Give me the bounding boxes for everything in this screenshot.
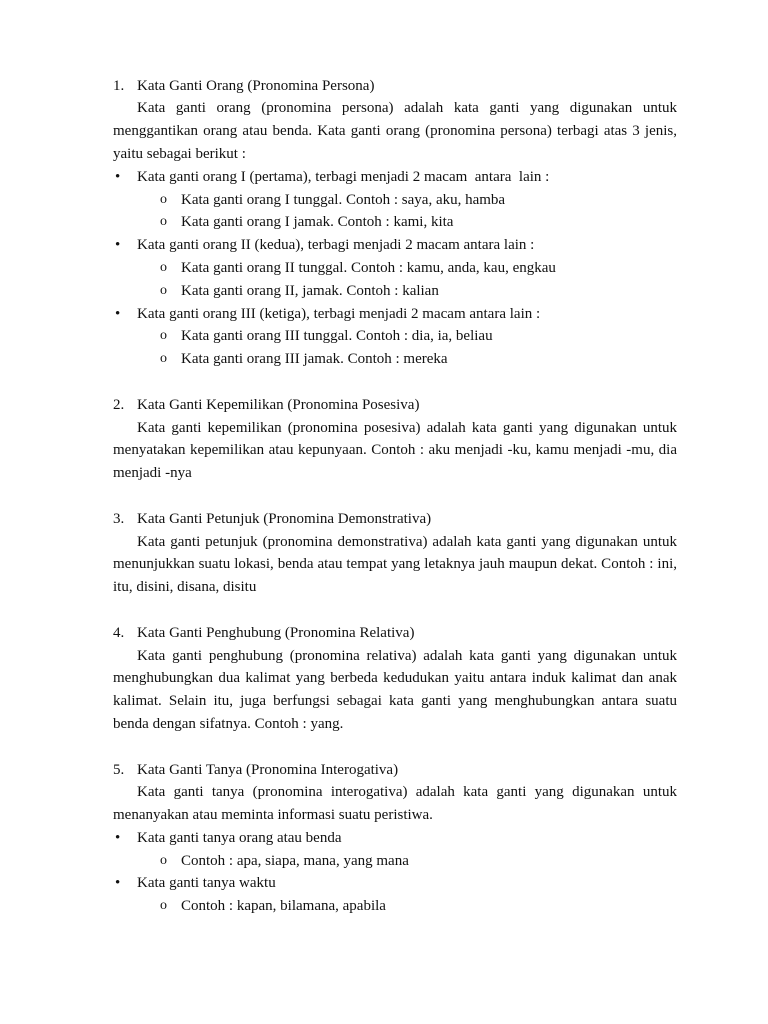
sub-bullet-icon: o <box>160 852 167 868</box>
section-4 <box>113 622 677 736</box>
section-paragraph <box>113 97 677 165</box>
section-spacer <box>113 371 677 394</box>
section-paragraph <box>113 417 677 485</box>
bullet-item-text: Kata ganti tanya orang atau benda <box>137 829 342 846</box>
section-spacer <box>113 736 677 759</box>
section-heading <box>113 394 677 417</box>
bullet-item-text: Kata ganti orang II (kedua), terbagi menjadi 2 macam antara lain : <box>137 237 535 254</box>
paragraph-line: benda dengan sifatnya. Contoh : yang. <box>113 715 344 732</box>
section-title: Kata Ganti Kepemilikan (Pronomina Posesiva) <box>137 396 420 413</box>
section-title: Kata Ganti Tanya (Pronomina Interogativa) <box>137 761 399 778</box>
section-5 <box>113 759 677 919</box>
bullet-item <box>113 303 677 326</box>
sub-bullet-icon: o <box>160 259 167 275</box>
paragraph-line: itu, disini, disana, disitu <box>113 579 257 596</box>
bullet-item <box>113 234 677 257</box>
sub-bullet-item-text: Kata ganti orang III tunggal. Contoh : dia, ia, beliau <box>181 328 493 345</box>
sub-bullet-item <box>113 325 677 348</box>
section-title: Kata Ganti Penghubung (Pronomina Relativa) <box>137 624 415 641</box>
section-paragraph <box>113 645 677 736</box>
paragraph-line: Kata ganti kepemilikan (pronomina posesiva) adalah kata ganti yang digunakan untuk <box>137 419 677 436</box>
bullet-icon: • <box>115 168 121 185</box>
paragraph-line: Kata ganti orang (pronomina persona) adalah kata ganti yang digunakan untuk <box>137 100 677 117</box>
bullet-item-text: Kata ganti orang III (ketiga), terbagi menjadi 2 macam antara lain : <box>137 305 541 322</box>
bullet-item-text: Kata ganti tanya waktu <box>137 875 276 892</box>
section-3 <box>113 508 677 599</box>
paragraph-line: menghubungkan dua kalimat yang berbeda kedudukan yaitu antara induk kalimat dan anak <box>113 670 677 687</box>
paragraph-line: kalimat. Selain itu, juga berfungsi sebagai kata ganti yang menghubungkan antara suatu <box>113 693 677 710</box>
paragraph-line: menjadi -nya <box>113 465 192 482</box>
sub-bullet-item <box>113 257 677 280</box>
paragraph-line: menyatakan kepemilikan atau kepunyaan. Contoh : aku menjadi -ku, kamu menjadi -mu, dia <box>113 442 677 459</box>
section-number: 4. <box>113 624 125 641</box>
sub-bullet-item-text: Contoh : apa, siapa, mana, yang mana <box>181 852 409 869</box>
paragraph-line: yaitu sebagai berikut : <box>113 145 246 162</box>
section-heading <box>113 622 677 645</box>
sub-bullet-icon: o <box>160 282 167 298</box>
sub-bullet-icon: o <box>160 328 167 344</box>
sub-bullet-item <box>113 348 677 371</box>
paragraph-line: menggantikan orang atau benda. Kata ganti orang (pronomina persona) terbagi atas 3 jenis, <box>113 123 677 140</box>
section-heading <box>113 759 677 782</box>
paragraph-line: Kata ganti penghubung (pronomina relativa) adalah kata ganti yang digunakan untuk <box>137 647 677 664</box>
sub-bullet-item <box>113 211 677 234</box>
bullet-item <box>113 166 677 189</box>
sub-bullet-item-text: Kata ganti orang I jamak. Contoh : kami, kita <box>181 214 454 231</box>
sub-bullet-item <box>113 280 677 303</box>
sub-bullet-item-text: Kata ganti orang II, jamak. Contoh : kalian <box>181 282 439 299</box>
section-number: 1. <box>113 77 125 94</box>
section-paragraph <box>113 781 677 827</box>
sub-bullet-item-text: Kata ganti orang I tunggal. Contoh : saya, aku, hamba <box>181 191 506 208</box>
section-title: Kata Ganti Orang (Pronomina Persona) <box>137 77 375 94</box>
section-spacer <box>113 599 677 622</box>
section-heading <box>113 508 677 531</box>
bullet-icon: • <box>115 305 121 322</box>
sub-bullet-item-text: Contoh : kapan, bilamana, apabila <box>181 898 386 915</box>
sub-bullet-icon: o <box>160 191 167 207</box>
sub-bullet-icon: o <box>160 351 167 367</box>
section-number: 3. <box>113 510 125 527</box>
document-page <box>113 75 677 918</box>
sub-bullet-item-text: Kata ganti orang II tunggal. Contoh : kamu, anda, kau, engkau <box>181 259 556 276</box>
paragraph-line: Kata ganti tanya (pronomina interogativa) adalah kata ganti yang digunakan untuk <box>137 784 677 801</box>
section-2 <box>113 394 677 485</box>
section-spacer <box>113 485 677 508</box>
section-paragraph <box>113 531 677 599</box>
sub-bullet-item <box>113 189 677 212</box>
bullet-icon: • <box>115 875 121 892</box>
bullet-item <box>113 872 677 895</box>
bullet-icon: • <box>115 237 121 254</box>
section-title: Kata Ganti Petunjuk (Pronomina Demonstrativa) <box>137 510 432 527</box>
bullet-item <box>113 827 677 850</box>
section-number: 2. <box>113 396 125 413</box>
paragraph-line: Kata ganti petunjuk (pronomina demonstrativa) adalah kata ganti yang digunakan untuk <box>137 533 677 550</box>
sub-bullet-item-text: Kata ganti orang III jamak. Contoh : mereka <box>181 351 448 368</box>
section-heading <box>113 75 677 98</box>
section-1 <box>113 75 677 371</box>
sub-bullet-item <box>113 895 677 918</box>
sub-bullet-icon: o <box>160 898 167 914</box>
bullet-icon: • <box>115 829 121 846</box>
paragraph-line: menanyakan atau meminta informasi suatu peristiwa. <box>113 807 433 824</box>
sub-bullet-item <box>113 850 677 873</box>
section-number: 5. <box>113 761 125 778</box>
paragraph-line: menunjukkan suatu lokasi, benda atau tempat yang letaknya jauh maupun dekat. Contoh : ini, <box>113 556 677 573</box>
sub-bullet-icon: o <box>160 214 167 230</box>
bullet-item-text: Kata ganti orang I (pertama), terbagi menjadi 2 macam antara lain : <box>137 168 550 185</box>
